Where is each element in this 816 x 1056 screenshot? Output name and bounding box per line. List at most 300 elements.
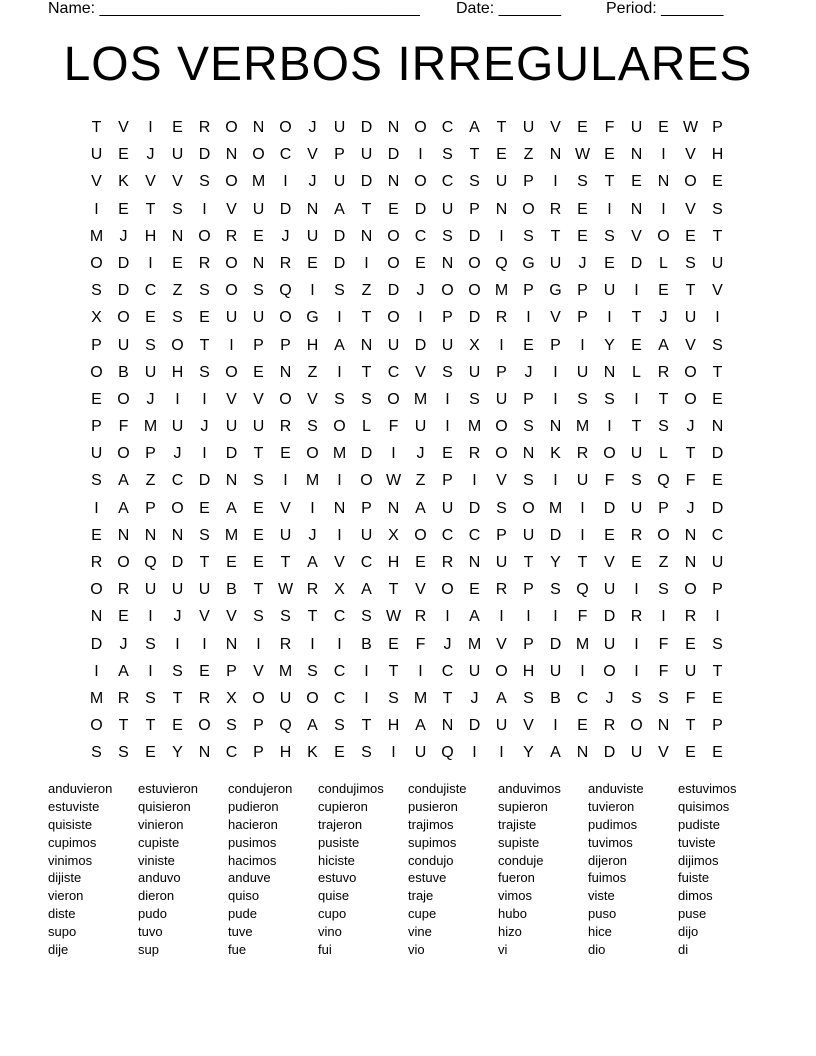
grid-letter[interactable]: O [225, 363, 238, 381]
grid-letter[interactable]: A [118, 499, 129, 517]
grid-letter[interactable]: N [684, 526, 697, 544]
grid-letter[interactable]: O [468, 282, 481, 300]
grid-letter[interactable]: P [496, 526, 507, 544]
grid-letter[interactable]: Y [523, 744, 534, 762]
grid-letter[interactable]: C [333, 608, 346, 626]
grid-letter[interactable]: O [252, 146, 265, 164]
grid-letter[interactable]: R [414, 608, 427, 626]
grid-letter[interactable]: B [550, 689, 561, 707]
grid-letter[interactable]: I [148, 119, 153, 136]
grid-letter[interactable]: O [198, 227, 211, 245]
grid-letter[interactable]: Q [279, 717, 292, 735]
grid-letter[interactable]: P [469, 200, 480, 218]
grid-letter[interactable]: U [495, 390, 508, 408]
grid-letter[interactable]: T [631, 309, 642, 327]
grid-letter[interactable]: V [712, 282, 723, 300]
grid-letter[interactable]: I [364, 662, 369, 680]
grid-letter[interactable]: I [607, 200, 612, 218]
grid-letter[interactable]: O [495, 662, 508, 680]
grid-letter[interactable]: O [387, 227, 400, 245]
grid-letter[interactable]: P [523, 282, 534, 300]
grid-letter[interactable]: C [441, 173, 454, 191]
grid-letter[interactable]: P [577, 309, 588, 327]
grid-letter[interactable]: D [468, 227, 481, 245]
grid-letter[interactable]: O [414, 526, 427, 544]
grid-letter[interactable]: T [712, 363, 723, 381]
grid-letter[interactable]: C [441, 526, 454, 544]
grid-letter[interactable]: M [467, 418, 482, 436]
grid-letter[interactable]: O [306, 689, 319, 707]
grid-letter[interactable]: P [442, 472, 453, 490]
grid-letter[interactable]: T [388, 662, 399, 680]
date-field[interactable]: Date: _______ [456, 0, 561, 17]
grid-letter[interactable]: I [499, 227, 504, 245]
grid-letter[interactable]: J [119, 635, 128, 653]
grid-letter[interactable]: V [226, 200, 237, 218]
grid-letter[interactable]: T [307, 608, 318, 626]
grid-letter[interactable]: E [442, 445, 453, 463]
grid-letter[interactable]: S [577, 390, 588, 408]
grid-letter[interactable]: D [117, 282, 130, 300]
grid-letter[interactable]: N [522, 445, 535, 463]
grid-letter[interactable]: U [171, 418, 184, 436]
grid-letter[interactable]: I [337, 363, 342, 381]
grid-letter[interactable]: X [226, 689, 237, 707]
grid-letter[interactable]: V [415, 363, 426, 381]
grid-letter[interactable]: U [684, 309, 697, 327]
grid-letter[interactable]: S [199, 282, 210, 300]
grid-letter[interactable]: V [226, 390, 237, 408]
grid-letter[interactable]: E [199, 499, 210, 517]
grid-letter[interactable]: V [685, 146, 696, 164]
grid-letter[interactable]: U [495, 173, 508, 191]
grid-letter[interactable]: G [306, 309, 319, 327]
grid-letter[interactable]: C [711, 526, 724, 544]
grid-letter[interactable]: E [712, 472, 723, 490]
grid-letter[interactable]: W [574, 146, 591, 164]
grid-letter[interactable]: J [416, 445, 425, 463]
grid-letter[interactable]: J [605, 689, 614, 707]
grid-letter[interactable]: P [523, 635, 534, 653]
grid-letter[interactable]: C [333, 662, 346, 680]
grid-letter[interactable]: C [225, 744, 238, 762]
grid-letter[interactable]: Q [441, 744, 454, 762]
grid-letter[interactable]: S [442, 363, 453, 381]
grid-letter[interactable]: U [333, 119, 346, 136]
grid-letter[interactable]: Q [657, 472, 670, 490]
grid-letter[interactable]: C [576, 689, 589, 707]
grid-letter[interactable]: O [441, 581, 454, 599]
grid-letter[interactable]: T [658, 390, 669, 408]
grid-letter[interactable]: F [577, 608, 588, 626]
grid-letter[interactable]: D [549, 526, 562, 544]
grid-letter[interactable]: N [306, 200, 319, 218]
grid-letter[interactable]: Y [604, 336, 615, 354]
grid-letter[interactable]: I [580, 662, 585, 680]
grid-letter[interactable]: O [495, 418, 508, 436]
grid-letter[interactable]: T [361, 717, 372, 735]
grid-letter[interactable]: E [712, 173, 723, 191]
grid-letter[interactable]: U [522, 119, 535, 136]
grid-letter[interactable]: I [445, 608, 450, 626]
grid-letter[interactable]: S [361, 608, 372, 626]
grid-letter[interactable]: S [361, 390, 372, 408]
grid-letter[interactable]: M [413, 390, 428, 408]
grid-letter[interactable]: T [550, 227, 561, 245]
grid-letter[interactable]: I [94, 662, 99, 680]
grid-letter[interactable]: R [279, 635, 292, 653]
grid-letter[interactable]: E [334, 744, 345, 762]
grid-letter[interactable]: D [279, 200, 292, 218]
period-field[interactable]: Period: _______ [606, 0, 724, 17]
grid-letter[interactable]: O [333, 418, 346, 436]
grid-letter[interactable]: E [712, 689, 723, 707]
grid-letter[interactable]: W [385, 608, 402, 626]
grid-letter[interactable]: T [712, 662, 723, 680]
grid-letter[interactable]: U [603, 282, 616, 300]
grid-letter[interactable]: N [225, 472, 238, 490]
grid-letter[interactable]: O [495, 445, 508, 463]
grid-letter[interactable]: J [470, 689, 479, 707]
grid-letter[interactable]: U [225, 309, 238, 327]
grid-letter[interactable]: H [306, 336, 319, 354]
grid-letter[interactable]: S [388, 689, 399, 707]
grid-letter[interactable]: K [118, 173, 129, 191]
grid-letter[interactable]: I [364, 254, 369, 272]
grid-letter[interactable]: M [143, 418, 158, 436]
grid-letter[interactable]: X [388, 526, 399, 544]
grid-letter[interactable]: D [414, 336, 427, 354]
grid-letter[interactable]: T [685, 717, 696, 735]
grid-letter[interactable]: U [279, 526, 292, 544]
grid-letter[interactable]: C [414, 227, 427, 245]
grid-letter[interactable]: I [715, 309, 720, 327]
grid-letter[interactable]: E [91, 390, 102, 408]
grid-letter[interactable]: S [145, 635, 156, 653]
grid-letter[interactable]: V [496, 635, 507, 653]
grid-letter[interactable]: O [387, 390, 400, 408]
grid-letter[interactable]: I [499, 608, 504, 626]
grid-letter[interactable]: I [607, 418, 612, 436]
grid-letter[interactable]: T [199, 336, 210, 354]
grid-letter[interactable]: I [418, 662, 423, 680]
grid-letter[interactable]: K [550, 445, 561, 463]
grid-letter[interactable]: E [172, 717, 183, 735]
grid-letter[interactable]: J [308, 119, 317, 136]
grid-letter[interactable]: G [549, 282, 562, 300]
grid-letter[interactable]: U [468, 662, 481, 680]
grid-letter[interactable]: P [550, 336, 561, 354]
grid-letter[interactable]: P [496, 363, 507, 381]
grid-letter[interactable]: R [117, 581, 130, 599]
grid-letter[interactable]: O [90, 717, 103, 735]
grid-letter[interactable]: N [684, 554, 697, 571]
grid-letter[interactable]: N [468, 554, 481, 571]
grid-letter[interactable]: C [360, 554, 373, 571]
grid-letter[interactable]: N [495, 200, 508, 218]
grid-letter[interactable]: T [253, 581, 264, 599]
grid-letter[interactable]: J [281, 227, 290, 245]
grid-letter[interactable]: S [91, 282, 102, 300]
grid-letter[interactable]: V [334, 554, 345, 571]
grid-letter[interactable]: E [631, 173, 642, 191]
grid-letter[interactable]: D [468, 717, 481, 735]
grid-letter[interactable]: U [549, 254, 562, 272]
grid-letter[interactable]: F [685, 689, 696, 707]
grid-letter[interactable]: I [337, 635, 342, 653]
grid-letter[interactable]: O [306, 445, 319, 463]
grid-letter[interactable]: U [198, 581, 211, 599]
grid-letter[interactable]: O [657, 526, 670, 544]
grid-letter[interactable]: U [495, 554, 508, 571]
grid-letter[interactable]: D [117, 254, 130, 272]
grid-letter[interactable]: I [661, 146, 666, 164]
grid-letter[interactable]: U [225, 418, 238, 436]
grid-letter[interactable]: I [580, 526, 585, 544]
grid-letter[interactable]: E [253, 499, 264, 517]
grid-letter[interactable]: U [576, 363, 589, 381]
grid-letter[interactable]: M [89, 227, 104, 245]
grid-letter[interactable]: S [523, 472, 534, 490]
grid-letter[interactable]: V [253, 390, 264, 408]
grid-letter[interactable]: V [253, 662, 264, 680]
grid-letter[interactable]: N [279, 363, 292, 381]
grid-letter[interactable]: S [496, 499, 507, 517]
grid-letter[interactable]: E [118, 608, 129, 626]
grid-letter[interactable]: P [91, 336, 102, 354]
grid-letter[interactable]: N [117, 526, 130, 544]
grid-letter[interactable]: E [118, 200, 129, 218]
grid-letter[interactable]: I [661, 608, 666, 626]
grid-letter[interactable]: V [145, 173, 156, 191]
grid-letter[interactable]: F [658, 635, 669, 653]
grid-letter[interactable]: H [711, 146, 724, 164]
grid-letter[interactable]: G [522, 254, 535, 272]
grid-letter[interactable]: E [307, 254, 318, 272]
grid-letter[interactable]: U [414, 418, 427, 436]
grid-letter[interactable]: T [631, 418, 642, 436]
grid-letter[interactable]: I [553, 363, 558, 381]
grid-letter[interactable]: J [308, 526, 317, 544]
grid-letter[interactable]: I [526, 309, 531, 327]
grid-letter[interactable]: P [253, 717, 264, 735]
grid-letter[interactable]: E [469, 581, 480, 599]
grid-letter[interactable]: A [415, 717, 426, 735]
grid-letter[interactable]: P [334, 146, 345, 164]
grid-letter[interactable]: R [198, 119, 211, 136]
grid-letter[interactable]: E [199, 662, 210, 680]
grid-letter[interactable]: V [658, 744, 669, 762]
grid-letter[interactable]: A [118, 662, 129, 680]
grid-letter[interactable]: S [172, 662, 183, 680]
grid-letter[interactable]: O [279, 309, 292, 327]
grid-letter[interactable]: E [577, 227, 588, 245]
grid-letter[interactable]: U [144, 581, 157, 599]
grid-letter[interactable]: D [90, 635, 103, 653]
grid-letter[interactable]: T [253, 445, 264, 463]
grid-letter[interactable]: D [387, 146, 400, 164]
grid-letter[interactable]: U [306, 227, 319, 245]
grid-letter[interactable]: M [89, 689, 104, 707]
grid-letter[interactable]: R [198, 689, 211, 707]
grid-letter[interactable]: N [144, 526, 157, 544]
grid-letter[interactable]: E [172, 119, 183, 136]
grid-letter[interactable]: E [118, 146, 129, 164]
grid-letter[interactable]: T [685, 445, 696, 463]
grid-letter[interactable]: I [634, 635, 639, 653]
grid-letter[interactable]: I [337, 526, 342, 544]
grid-letter[interactable]: N [603, 363, 616, 381]
grid-letter[interactable]: P [712, 717, 723, 735]
grid-letter[interactable]: M [251, 173, 266, 191]
grid-letter[interactable]: I [661, 200, 666, 218]
grid-letter[interactable]: I [202, 390, 207, 408]
grid-letter[interactable]: E [658, 119, 669, 136]
grid-letter[interactable]: N [657, 173, 670, 191]
grid-letter[interactable]: T [145, 200, 156, 218]
grid-letter[interactable]: S [145, 689, 156, 707]
grid-letter[interactable]: I [256, 635, 261, 653]
grid-letter[interactable]: T [442, 689, 453, 707]
grid-letter[interactable]: O [657, 227, 670, 245]
grid-letter[interactable]: J [119, 227, 128, 245]
grid-letter[interactable]: C [387, 363, 400, 381]
grid-letter[interactable]: Z [145, 472, 156, 490]
grid-letter[interactable]: S [253, 472, 264, 490]
grid-letter[interactable]: S [604, 227, 615, 245]
grid-letter[interactable]: U [549, 662, 562, 680]
grid-letter[interactable]: M [575, 635, 590, 653]
grid-letter[interactable]: Z [307, 363, 318, 381]
grid-letter[interactable]: S [145, 336, 156, 354]
grid-letter[interactable]: J [146, 390, 155, 408]
grid-letter[interactable]: U [468, 363, 481, 381]
grid-letter[interactable]: D [198, 146, 211, 164]
grid-letter[interactable]: R [279, 254, 292, 272]
grid-letter[interactable]: A [334, 336, 345, 354]
grid-letter[interactable]: D [414, 200, 427, 218]
grid-letter[interactable]: C [441, 119, 454, 136]
grid-letter[interactable]: N [252, 254, 265, 272]
grid-letter[interactable]: U [117, 336, 130, 354]
grid-letter[interactable]: U [711, 254, 724, 272]
grid-letter[interactable]: D [630, 254, 643, 272]
grid-letter[interactable]: N [225, 635, 238, 653]
grid-letter[interactable]: R [603, 717, 616, 735]
grid-letter[interactable]: I [553, 173, 558, 191]
grid-letter[interactable]: H [522, 662, 535, 680]
grid-letter[interactable]: E [685, 635, 696, 653]
grid-letter[interactable]: R [657, 363, 670, 381]
grid-letter[interactable]: O [225, 282, 238, 300]
grid-letter[interactable]: C [468, 526, 481, 544]
grid-letter[interactable]: U [522, 526, 535, 544]
grid-letter[interactable]: E [631, 336, 642, 354]
word-search-grid[interactable] [83, 114, 731, 767]
grid-letter[interactable]: L [362, 418, 371, 436]
grid-letter[interactable]: V [307, 146, 318, 164]
grid-letter[interactable]: S [307, 418, 318, 436]
grid-letter[interactable]: U [387, 336, 400, 354]
grid-letter[interactable]: V [91, 173, 102, 191]
grid-letter[interactable]: O [279, 119, 292, 136]
grid-letter[interactable]: V [280, 499, 291, 517]
grid-letter[interactable]: A [469, 608, 480, 626]
grid-letter[interactable]: O [684, 363, 697, 381]
grid-letter[interactable]: E [604, 254, 615, 272]
grid-letter[interactable]: P [523, 390, 534, 408]
grid-letter[interactable]: N [549, 146, 562, 164]
grid-letter[interactable]: D [468, 499, 481, 517]
grid-letter[interactable]: X [91, 309, 102, 327]
grid-letter[interactable]: S [91, 744, 102, 762]
grid-letter[interactable]: R [495, 581, 508, 599]
grid-letter[interactable]: U [630, 499, 643, 517]
grid-letter[interactable]: S [307, 662, 318, 680]
grid-letter[interactable]: S [658, 418, 669, 436]
grid-letter[interactable]: I [337, 309, 342, 327]
grid-letter[interactable]: U [576, 472, 589, 490]
grid-letter[interactable]: Z [415, 472, 426, 490]
grid-letter[interactable]: U [171, 581, 184, 599]
grid-letter[interactable]: U [90, 146, 103, 164]
grid-letter[interactable]: J [146, 146, 155, 164]
grid-letter[interactable]: T [523, 554, 534, 571]
grid-letter[interactable]: E [577, 717, 588, 735]
grid-letter[interactable]: Y [550, 554, 561, 571]
grid-letter[interactable]: U [252, 418, 265, 436]
grid-letter[interactable]: P [253, 744, 264, 762]
grid-letter[interactable]: X [334, 581, 345, 599]
grid-letter[interactable]: B [226, 581, 237, 599]
grid-letter[interactable]: R [630, 526, 643, 544]
grid-letter[interactable]: D [360, 173, 373, 191]
grid-letter[interactable]: J [686, 499, 695, 517]
grid-letter[interactable]: F [388, 418, 399, 436]
grid-letter[interactable]: E [388, 200, 399, 218]
grid-letter[interactable]: C [144, 282, 157, 300]
grid-letter[interactable]: V [631, 227, 642, 245]
grid-letter[interactable]: T [604, 173, 615, 191]
grid-letter[interactable]: W [385, 472, 402, 490]
grid-letter[interactable]: D [603, 608, 616, 626]
grid-letter[interactable]: I [418, 309, 423, 327]
grid-letter[interactable]: O [225, 173, 238, 191]
grid-letter[interactable]: Q [279, 282, 292, 300]
grid-letter[interactable]: I [526, 608, 531, 626]
grid-letter[interactable]: F [604, 119, 615, 136]
grid-letter[interactable]: I [634, 662, 639, 680]
grid-letter[interactable]: W [682, 119, 699, 136]
grid-letter[interactable]: E [523, 336, 534, 354]
grid-letter[interactable]: I [148, 608, 153, 626]
grid-letter[interactable]: E [253, 554, 264, 571]
grid-letter[interactable]: V [307, 390, 318, 408]
grid-letter[interactable]: V [550, 309, 561, 327]
grid-letter[interactable]: O [252, 689, 265, 707]
grid-letter[interactable]: S [523, 418, 534, 436]
grid-letter[interactable]: O [522, 499, 535, 517]
grid-letter[interactable]: E [388, 635, 399, 653]
grid-letter[interactable]: N [657, 717, 670, 735]
grid-letter[interactable]: M [467, 635, 482, 653]
grid-letter[interactable]: S [469, 390, 480, 408]
grid-letter[interactable]: S [253, 608, 264, 626]
grid-letter[interactable]: I [391, 445, 396, 463]
grid-letter[interactable]: E [253, 227, 264, 245]
grid-letter[interactable]: S [631, 689, 642, 707]
grid-letter[interactable]: I [553, 472, 558, 490]
